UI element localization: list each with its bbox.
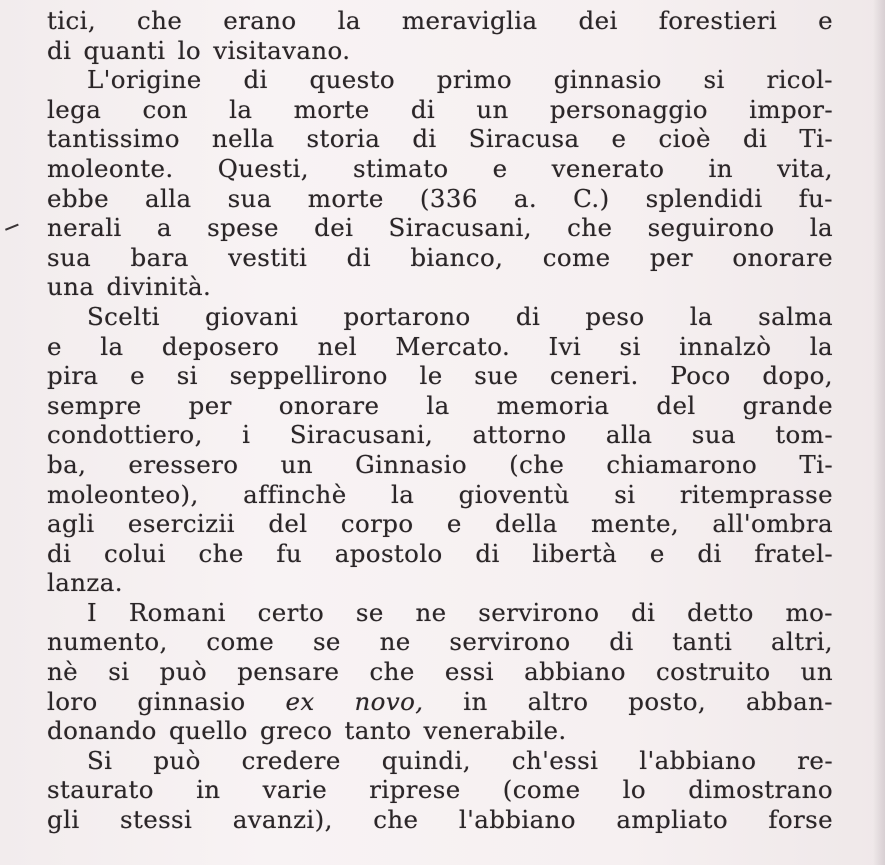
text-line: una divinità. xyxy=(47,272,212,302)
paragraph xyxy=(47,746,833,835)
text-line: donando quello greco tanto venerabile. xyxy=(47,716,567,746)
text-line: I Romani certo se ne servirono di detto mo- xyxy=(87,597,833,627)
text-line: e la deposero nel Mercato. Ivi si innalzò la xyxy=(47,331,833,361)
text-line: pira e si seppellirono le sue ceneri. Poco dopo, xyxy=(47,361,833,391)
text-line: Scelti giovani portarono di peso la salma xyxy=(87,301,833,331)
text-run: loro ginnasio xyxy=(47,686,286,716)
text-line: Si può credere quindi, ch'essi l'abbiano re- xyxy=(87,745,833,775)
text-line: ebbe alla sua morte (336 a. C.) splendidi fu- xyxy=(47,183,833,213)
text-line: moleonte. Questi, stimato e venerato in vita, xyxy=(47,153,833,183)
text-line: staurato in varie riprese (come lo dimostrano xyxy=(47,775,833,805)
text-line: L'origine di questo primo ginnasio si ricol- xyxy=(87,65,833,95)
text-line: ba, eressero un Ginnasio (che chiamarono Ti- xyxy=(47,449,833,479)
text-run: in altro posto, abban- xyxy=(423,686,833,716)
paragraph xyxy=(47,302,833,598)
paragraph xyxy=(47,6,833,65)
text-line: nè si può pensare che essi abbiano costruito un xyxy=(47,657,833,687)
text-line-with-italic xyxy=(47,687,833,717)
margin-pencil-mark xyxy=(5,224,21,237)
text-line: numento, come se ne servirono di tanti altri, xyxy=(47,627,833,657)
text-line: condottiero, i Siracusani, attorno alla sua tom- xyxy=(47,420,833,450)
text-line: sempre per onorare la memoria del grande xyxy=(47,390,833,420)
page-edge-shadow xyxy=(873,0,885,865)
text-line: tici, che erano la meraviglia dei forestieri e xyxy=(47,6,833,35)
text-line: di colui che fu apostolo di libertà e di fratel- xyxy=(47,538,833,568)
text-line: lega con la morte di un personaggio impor- xyxy=(47,94,833,124)
body-text xyxy=(47,6,833,835)
text-line: gli stessi avanzi), che l'abbiano ampliato forse xyxy=(47,805,833,835)
text-line: nerali a spese dei Siracusani, che seguirono la xyxy=(47,213,833,243)
text-line: di quanti lo visitavano. xyxy=(47,35,351,65)
text-line: lanza. xyxy=(47,568,123,598)
text-line: sua bara vestiti di bianco, come per onorare xyxy=(47,242,833,272)
text-line: agli esercizii del corpo e della mente, all'ombra xyxy=(47,509,833,539)
paragraph xyxy=(47,65,833,302)
italic-phrase: ex novo, xyxy=(285,686,424,716)
text-line: tantissimo nella storia di Siracusa e cioè di Ti- xyxy=(47,124,833,154)
text-line: moleonteo), affinchè la gioventù si ritemprasse xyxy=(47,479,833,509)
paragraph xyxy=(47,598,833,746)
